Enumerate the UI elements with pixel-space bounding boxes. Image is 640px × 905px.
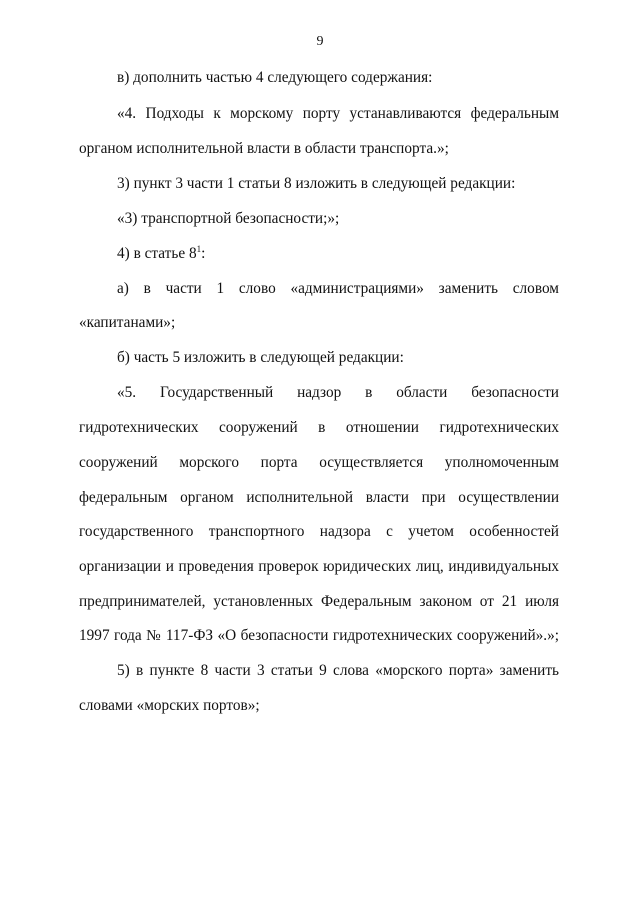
text-line: «3) транспортной безопасности;»; <box>117 210 340 227</box>
text-line: в) дополнить частью 4 следующего содержания: <box>117 69 433 86</box>
text-line: б) часть 5 изложить в следующей редакции: <box>117 349 404 366</box>
page-number: 9 <box>316 34 324 49</box>
superscript: 1 <box>196 244 202 254</box>
text-line: «4. Подходы к морскому порту устанавливаются федеральным <box>117 105 559 122</box>
text-line: организации и проведения проверок юридических лиц, индивидуальных <box>79 558 559 575</box>
text-segment: : <box>201 245 206 262</box>
text-line: 1997 года № 117-ФЗ «О безопасности гидротехнических сооружений».»; <box>79 627 559 644</box>
text-line: федеральным органом исполнительной власти при осуществлении <box>79 489 559 506</box>
text-line: государственного транспортного надзора с учетом особенностей <box>79 523 559 540</box>
text-line: сооружений морского порта осуществляется уполномоченным <box>79 454 559 471</box>
text-line: 5) в пункте 8 части 3 статьи 9 слова «морского порта» заменить <box>117 662 559 679</box>
text-line <box>117 244 559 264</box>
text-line: 3) пункт 3 части 1 статьи 8 изложить в следующей редакции: <box>117 175 516 192</box>
text-line: гидротехнических сооружений в отношении гидротехнических <box>79 419 559 436</box>
text-line: предпринимателей, установленных Федеральным законом от 21 июля <box>79 593 559 610</box>
text-line: а) в части 1 слово «администрациями» заменить словом <box>117 280 559 297</box>
text-segment: 4) в статье 8 <box>117 245 197 262</box>
text-line: словами «морских портов»; <box>79 697 260 714</box>
text-line: органом исполнительной власти в области транспорта.»; <box>79 140 449 157</box>
text-line: «5. Государственный надзор в области безопасности <box>117 384 559 401</box>
text-line: «капитанами»; <box>79 314 176 331</box>
